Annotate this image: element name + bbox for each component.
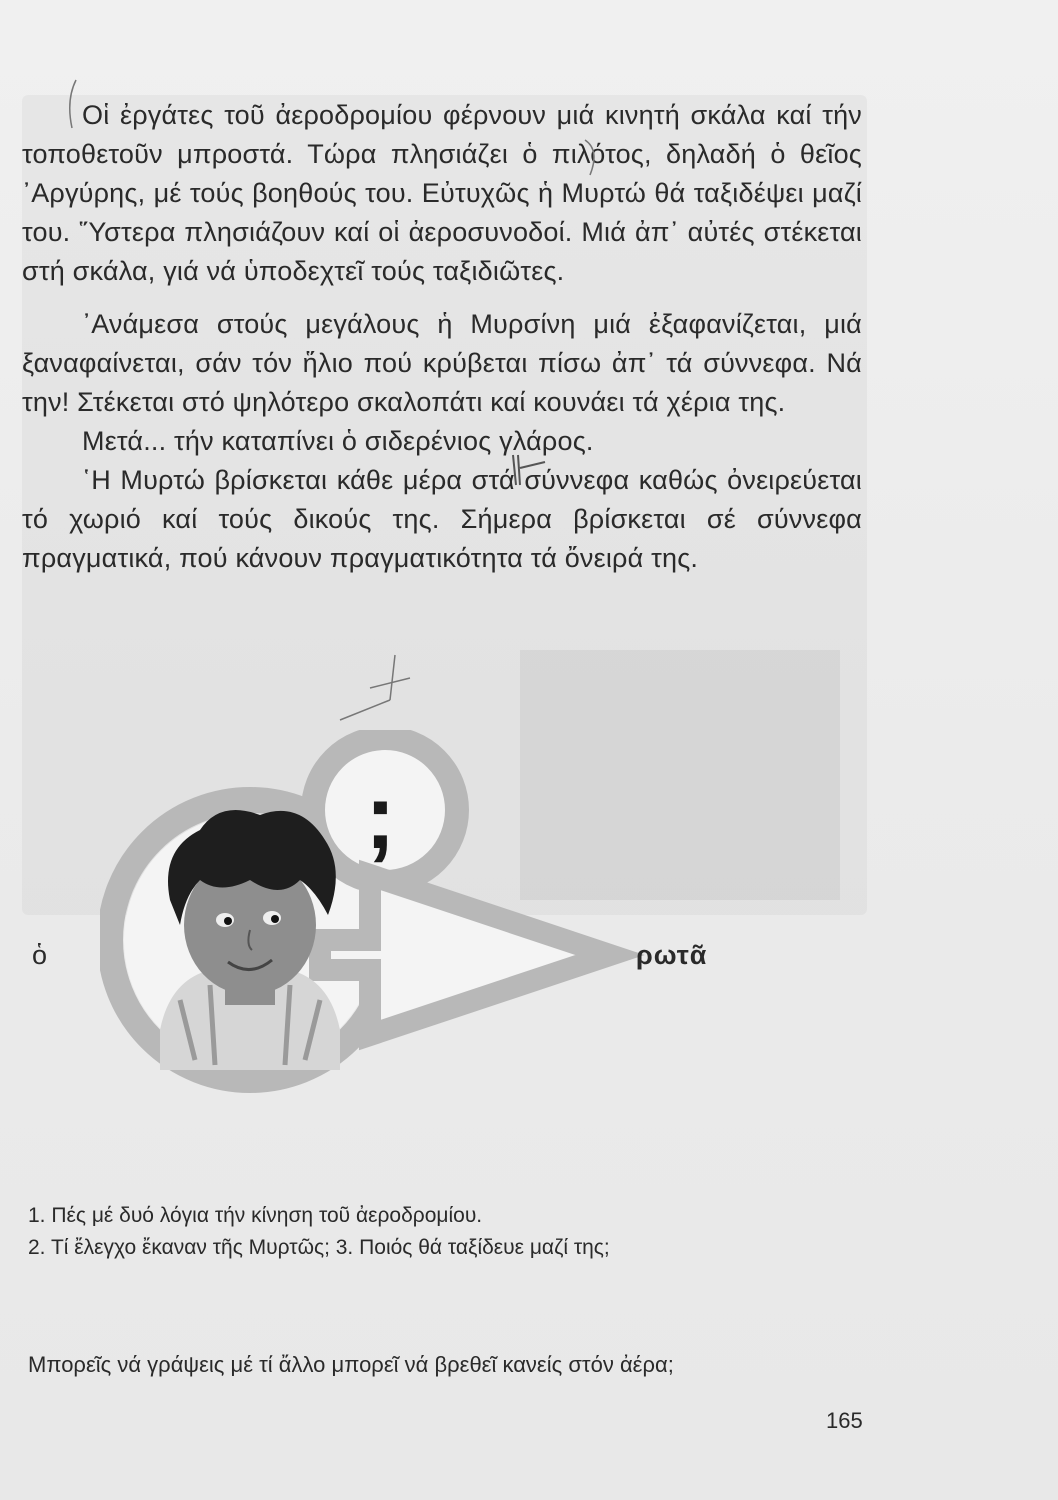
label-verb: ρωτᾶ [636, 940, 708, 970]
question-line-1: 1. Πές μέ δυό λόγια τήν κίνηση τοῦ ἀεροδρομίου. [28, 1204, 483, 1227]
paragraph-4: ῾Η Μυρτώ βρίσκεται κάθε μέρα στά σύννεφα καθώς ὀνειρεύεται τό χωριό καί τούς δικούς της. Σήμερα βρίσκεται σέ σύννεφα πραγματικά, πού κάνουν πραγματικότητα τά ὄνειρά της. [22, 465, 862, 573]
arrow-icon [320, 875, 610, 1035]
page-number: 165 [826, 1408, 863, 1433]
writing-prompt: Μπορεῖς νά γράψεις μέ τί ἄλλο μπορεῖ νά βρεθεῖ κανείς στόν ἀέρα; [28, 1352, 674, 1377]
question-mark: ; [365, 766, 396, 868]
comprehension-questions [28, 1200, 888, 1264]
paragraph-2: ᾿Ανάμεσα στούς μεγάλους ἡ Μυρσίνη μιά ἐξαφανίζεται, μιά ξαναφαίνεται, σάν τόν ἥλιο πού κρύβεται πίσω ἀπ᾿ τά σύννεφα. Νά την! Στέκεται στό ψηλότερο σκαλοπάτι καί κουνάει τά χέρια της. [22, 309, 862, 417]
reading-passage [22, 96, 862, 578]
asking-boy-illustration [100, 730, 660, 1130]
paragraph-3: Μετά... τήν καταπίνει ὁ σιδερένιος γλάρος. [82, 426, 594, 456]
paragraph-1: Οἱ ἐργάτες τοῦ ἀεροδρομίου φέρνουν μιά κινητή σκάλα καί τήν τοποθετοῦν μπροστά. Τώρα πλησιάζει ὁ πιλότος, δηλαδή ὁ θεῖος ᾿Αργύρης, μέ τούς βοηθούς του. Εὐτυχῶς ἡ Μυρτώ θά ταξιδέψει μαζί του. ῞Υστερα πλησιάζουν καί οἱ ἀεροσυνοδοί. Μιά ἀπ᾿ αὐτές στέκεται στή σκάλα, γιά νά ὑποδεχτεῖ τούς ταξιδιῶτες. [22, 100, 862, 286]
question-line-2: 2. Τί ἔλεγχο ἔκαναν τῆς Μυρτῶς; 3. Ποιός θά ταξίδευε μαζί της; [28, 1236, 610, 1259]
label-subject: ὁ [32, 940, 48, 970]
